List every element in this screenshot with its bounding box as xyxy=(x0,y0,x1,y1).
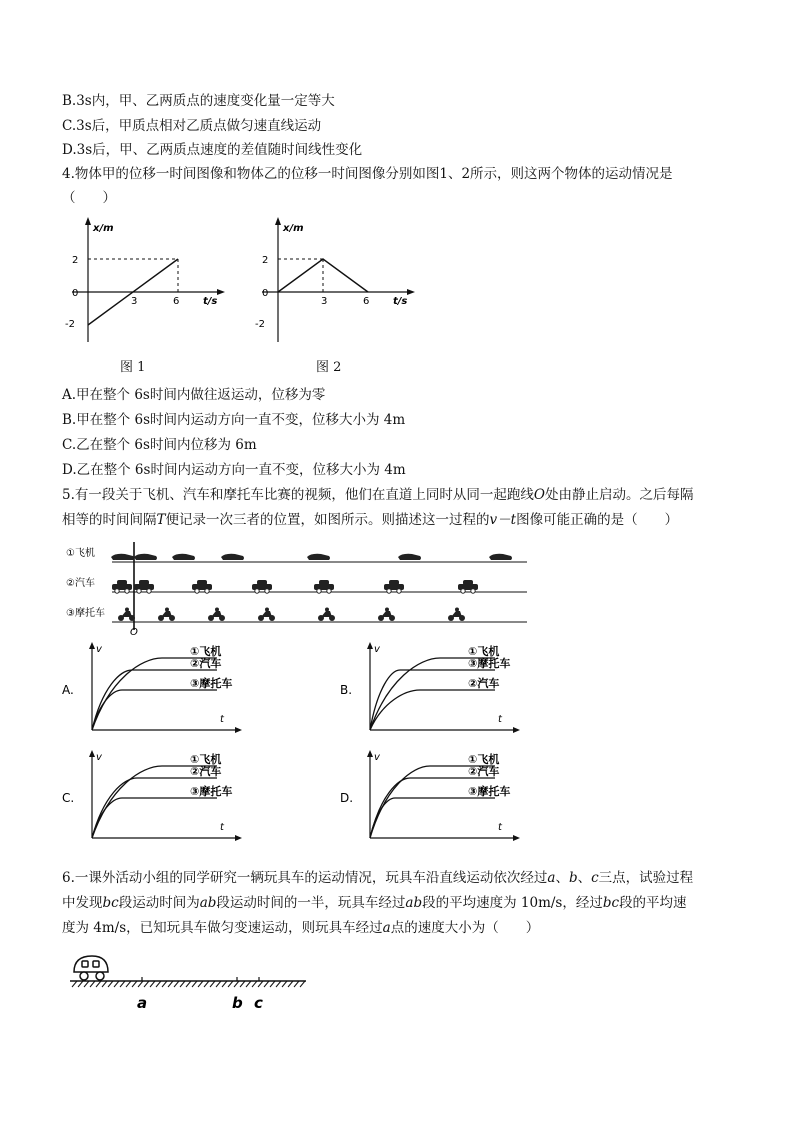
curve-label: ①飞机 xyxy=(190,645,222,658)
point-b-label: b xyxy=(232,994,243,1012)
fig1-tick-y-2: 2 xyxy=(72,255,79,266)
hatch-stroke xyxy=(258,981,263,987)
q5-stem-line-2: 相等的时间间隔T便记录一次三者的位置，如图所示。则描述这一过程的v－t图像可能正确的是（ ） xyxy=(62,512,679,528)
hatch-stroke xyxy=(162,981,167,987)
fig1-tick-x-3: 3 xyxy=(131,296,138,307)
fig2-x-axis-label: t/s xyxy=(393,296,408,307)
q5-option-c-graph xyxy=(62,746,262,848)
motorcycle-icon xyxy=(318,608,335,622)
moto-marks xyxy=(118,608,465,622)
hatch-stroke xyxy=(96,981,101,987)
hatch-stroke xyxy=(108,981,113,987)
car-icon xyxy=(112,580,132,593)
t-axis-arrow xyxy=(235,727,242,733)
q4-stem: 4.物体甲的位移一时间图像和物体乙的位移一时间图像分别如图1、2所示，则这两个物体的运动情况是 xyxy=(62,166,673,182)
q4-answer-blank: （ ） xyxy=(62,190,116,206)
plane-icon xyxy=(172,554,195,560)
hatch-stroke xyxy=(102,981,107,987)
car-icon xyxy=(134,580,154,593)
motorcycle-icon xyxy=(208,608,225,622)
t-axis-label: t xyxy=(220,714,224,725)
q3-option-d: D.3s后，甲、乙两质点速度的差值随时间线性变化 xyxy=(62,142,363,158)
car-icon xyxy=(458,580,478,593)
hatch-stroke xyxy=(210,981,215,987)
plane-icon xyxy=(111,554,134,560)
v-axis-label: v xyxy=(374,644,380,655)
t-axis-arrow xyxy=(513,727,520,733)
hatch-stroke xyxy=(168,981,173,987)
motorcycle-icon xyxy=(448,608,465,622)
plane-icon xyxy=(489,554,512,560)
vt-curve xyxy=(92,798,217,838)
hatch-stroke xyxy=(198,981,203,987)
hatch-stroke xyxy=(228,981,233,987)
hatch-stroke xyxy=(192,981,197,987)
hatch-stroke xyxy=(282,981,287,987)
fig2-tick-x-3: 3 xyxy=(321,296,328,307)
curve-label: ①飞机 xyxy=(468,753,500,766)
t-axis-label: t xyxy=(498,714,502,725)
q4-fig2-caption: 图 2 xyxy=(316,360,342,375)
q6-stem-line-1: 6.一课外活动小组的同学研究一辆玩具车的运动情况，玩具车沿直线运动依次经过a、b、c三点，试验过程 xyxy=(62,870,694,886)
fig1-tick-y-neg2: -2 xyxy=(65,319,75,330)
curve-label: ③摩托车 xyxy=(468,785,511,798)
plane-icon xyxy=(134,554,157,560)
ground-hatching xyxy=(72,981,305,987)
option-letter: C. xyxy=(62,791,75,805)
q4-option-c: C.乙在整个 6s时间内位移为 6m xyxy=(62,437,257,453)
track-label-moto: ③摩托车 xyxy=(66,608,105,619)
hatch-stroke xyxy=(90,981,95,987)
origin-label: O xyxy=(130,627,138,638)
vt-curve xyxy=(92,690,217,730)
fig2-y-axis-label: x/m xyxy=(283,223,304,234)
curve-label: ②汽车 xyxy=(190,765,222,778)
q6-stem-line-3: 度为 4m/s，已知玩具车做匀变速运动，则玩具车经过a点的速度大小为（ ） xyxy=(62,920,540,936)
curve-label: ②汽车 xyxy=(468,765,500,778)
motorcycle-icon xyxy=(258,608,275,622)
q5-option-b-graph xyxy=(340,638,540,740)
curve-label: ②汽车 xyxy=(468,677,500,690)
q4-option-b: B.甲在整个 6s时间内运动方向一直不变，位移大小为 4m xyxy=(62,412,406,428)
hatch-stroke xyxy=(288,981,293,987)
q5-option-a-graph xyxy=(62,638,262,740)
hatch-stroke xyxy=(222,981,227,987)
hatch-stroke xyxy=(264,981,269,987)
option-letter: B. xyxy=(340,683,353,697)
fig1-tick-x-6: 6 xyxy=(173,296,180,307)
curve-label: ①飞机 xyxy=(468,645,500,658)
hatch-stroke xyxy=(126,981,131,987)
hatch-stroke xyxy=(174,981,179,987)
hatch-stroke xyxy=(156,981,161,987)
t-axis-arrow xyxy=(513,835,520,841)
hatch-stroke xyxy=(276,981,281,987)
hatch-stroke xyxy=(270,981,275,987)
hatch-stroke xyxy=(114,981,119,987)
curve-label: ①飞机 xyxy=(190,753,222,766)
fig1-y-axis-label: x/m xyxy=(93,223,114,234)
curve-label: ③摩托车 xyxy=(190,785,233,798)
car-icon xyxy=(314,580,334,593)
hatch-stroke xyxy=(150,981,155,987)
q4-option-a: A.甲在整个 6s时间内做往返运动，位移为零 xyxy=(62,387,326,403)
motorcycle-icon xyxy=(378,608,395,622)
q5-option-d-graph xyxy=(340,746,540,848)
hatch-stroke xyxy=(246,981,251,987)
hatch-stroke xyxy=(294,981,299,987)
fig2-data-line xyxy=(278,259,368,292)
motorcycle-icon xyxy=(158,608,175,622)
q6-toy-car-diagram xyxy=(62,948,322,1016)
hatch-stroke xyxy=(144,981,149,987)
hatch-stroke xyxy=(120,981,125,987)
q4-figure-2 xyxy=(250,214,430,349)
fig2-axes xyxy=(262,217,415,342)
car-marks xyxy=(112,580,478,593)
q4-fig1-caption: 图 1 xyxy=(120,360,146,375)
t-axis-label: t xyxy=(220,822,224,833)
q4-figure-1 xyxy=(60,214,240,349)
car-icon xyxy=(192,580,212,593)
fig2-tick-y-2: 2 xyxy=(262,255,269,266)
car-icon xyxy=(252,580,272,593)
v-axis-arrow xyxy=(89,750,95,757)
hatch-stroke xyxy=(216,981,221,987)
hatch-stroke xyxy=(300,981,305,987)
v-axis-arrow xyxy=(367,642,373,649)
hatch-stroke xyxy=(204,981,209,987)
v-axis-label: v xyxy=(374,752,380,763)
fig1-x-axis-label: t/s xyxy=(203,296,218,307)
v-axis-label: v xyxy=(96,752,102,763)
plane-icon xyxy=(221,554,244,560)
fig1-axes xyxy=(72,217,225,342)
curve-label: ②汽车 xyxy=(190,657,222,670)
fig2-tick-y-0: 0 xyxy=(262,288,269,299)
hatch-stroke xyxy=(84,981,89,987)
toy-car-icon xyxy=(74,956,108,980)
hatch-stroke xyxy=(72,981,77,987)
vt-curve xyxy=(370,798,495,838)
hatch-stroke xyxy=(186,981,191,987)
vt-curve xyxy=(370,690,495,730)
fig2-tick-y-neg2: -2 xyxy=(255,319,265,330)
v-axis-arrow xyxy=(89,642,95,649)
v-axis-label: v xyxy=(96,644,102,655)
hatch-stroke xyxy=(234,981,239,987)
q5-stem-line-1: 5.有一段关于飞机、汽车和摩托车比赛的视频，他们在直道上同时从同一起跑线O处由静止启动。之后每隔 xyxy=(62,487,694,503)
hatch-stroke xyxy=(252,981,257,987)
hatch-stroke xyxy=(78,981,83,987)
t-axis-label: t xyxy=(498,822,502,833)
track-label-plane: ①飞机 xyxy=(66,548,95,559)
q6-stem-line-2: 中发现bc段运动时间为ab段运动时间的一半，玩具车经过ab段的平均速度为 10m/s，经过bc段的平均速 xyxy=(62,895,687,911)
hatch-stroke xyxy=(240,981,245,987)
motorcycle-icon xyxy=(118,608,135,622)
point-c-label: c xyxy=(254,994,263,1012)
fig2-tick-x-6: 6 xyxy=(363,296,370,307)
track-label-car: ②汽车 xyxy=(66,578,95,589)
option-letter: D. xyxy=(340,791,354,805)
v-axis-arrow xyxy=(367,750,373,757)
car-icon xyxy=(384,580,404,593)
hatch-stroke xyxy=(138,981,143,987)
hatch-stroke xyxy=(180,981,185,987)
option-letter: A. xyxy=(62,683,74,697)
q3-option-c: C.3s后，甲质点相对乙质点做匀速直线运动 xyxy=(62,118,322,134)
q4-option-d: D.乙在整个 6s时间内运动方向一直不变，位移大小为 4m xyxy=(62,462,406,478)
curve-label: ③摩托车 xyxy=(190,677,233,690)
curve-label: ③摩托车 xyxy=(468,657,511,670)
plane-icon xyxy=(398,554,421,560)
fig1-tick-y-0: 0 xyxy=(72,288,79,299)
hatch-stroke xyxy=(132,981,137,987)
q5-race-diagram xyxy=(62,538,532,638)
q3-option-b: B.3s内，甲、乙两质点的速度变化量一定等大 xyxy=(62,93,335,109)
plane-icon xyxy=(307,554,330,560)
t-axis-arrow xyxy=(235,835,242,841)
plane-marks xyxy=(111,554,512,560)
point-a-label: a xyxy=(137,994,148,1012)
